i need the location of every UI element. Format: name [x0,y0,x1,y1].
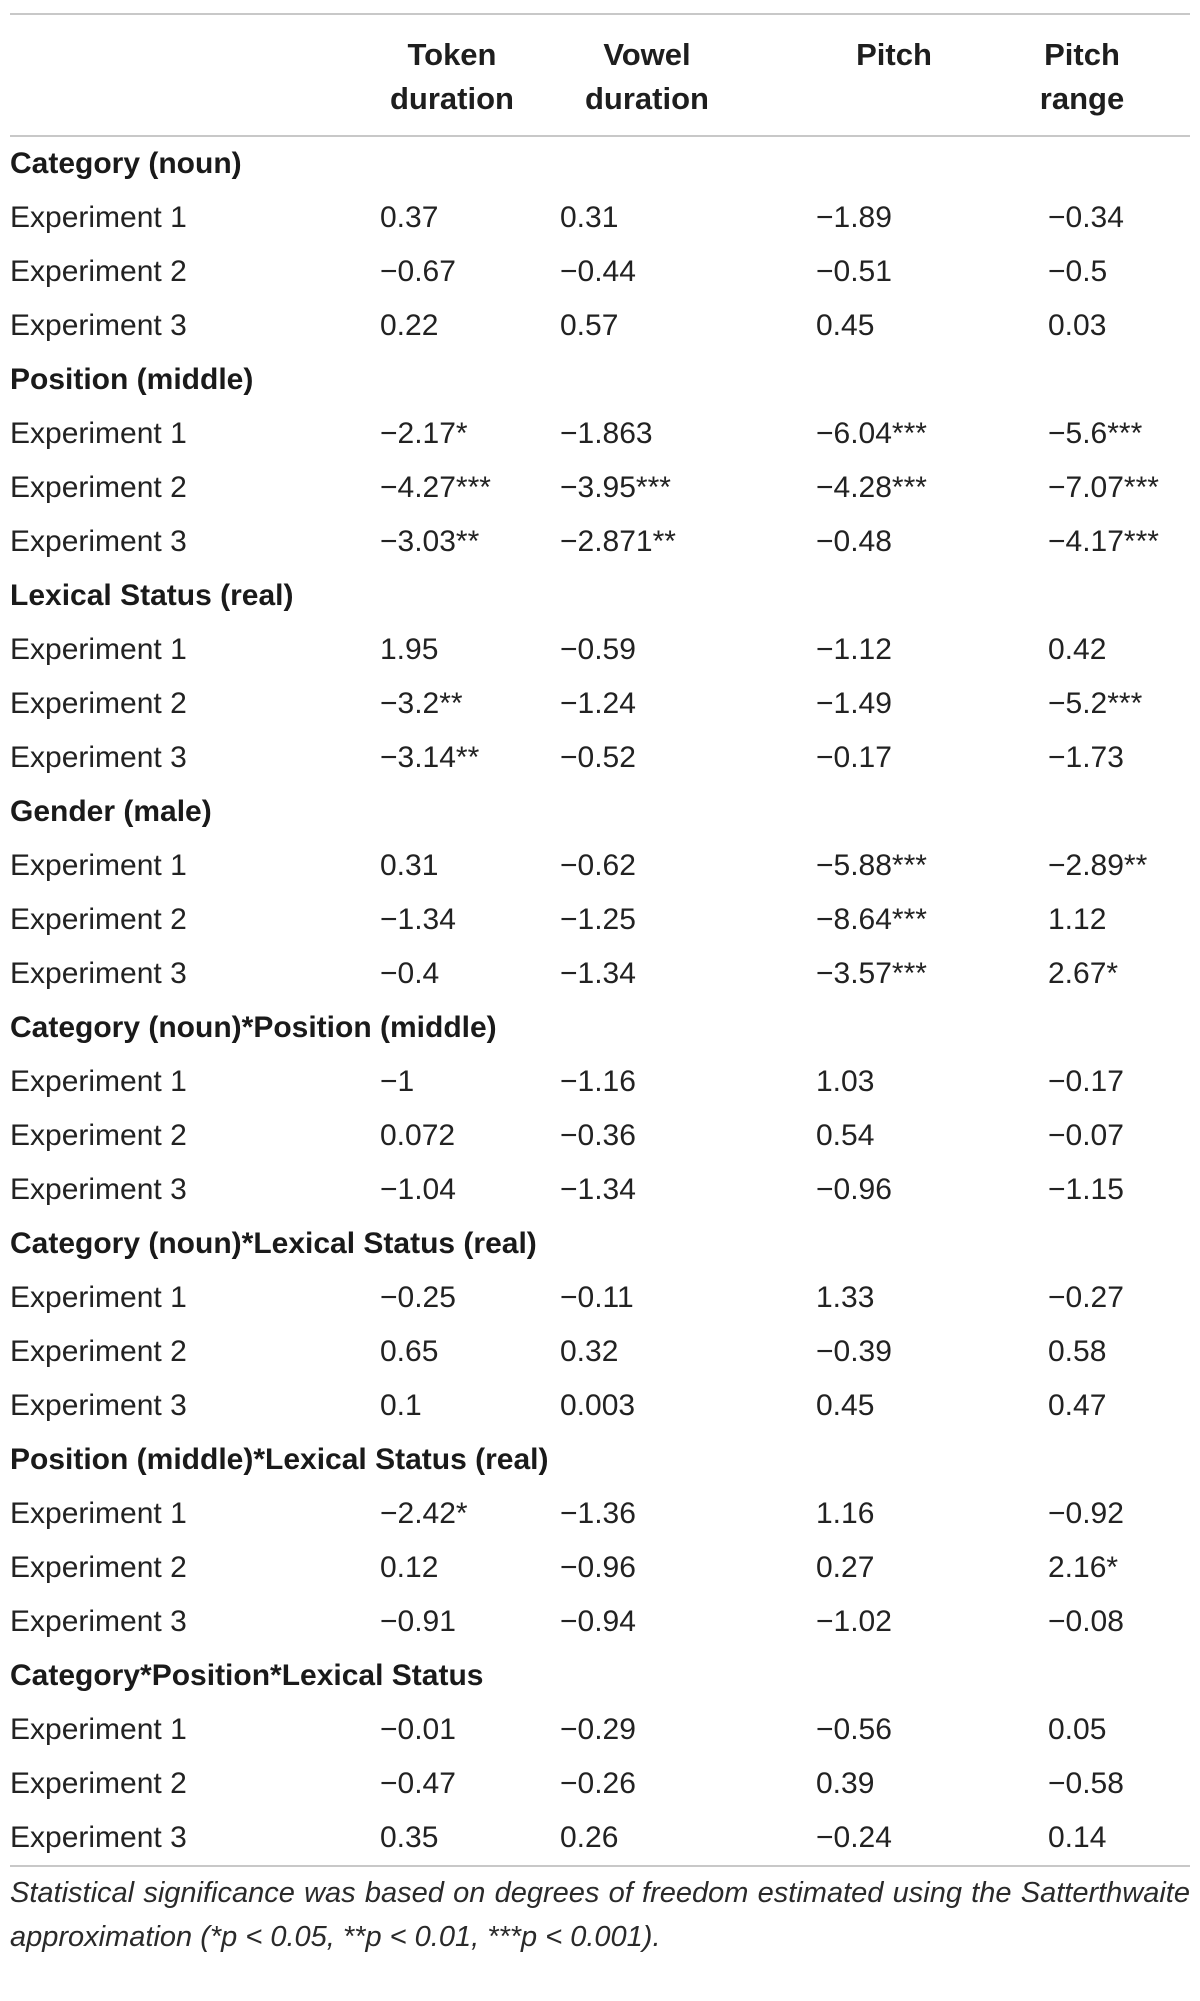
cell-value: −6.04*** [816,417,927,450]
cell-range [1004,1325,1190,1379]
cell-value: −1.25 [560,903,636,936]
group-header-row [10,1217,1190,1271]
cell-value: 0.05 [1048,1713,1107,1746]
cell-token [344,1487,544,1541]
cell-range [1004,893,1190,947]
table-row [10,515,1190,569]
cell-value: 0.31 [560,201,619,234]
group-label: Category (noun)*Position (middle) [10,1011,497,1044]
cell-value: −1.34 [380,903,456,936]
cell-value: −1.89 [816,201,892,234]
cell-pitch [804,407,1004,461]
cell-pitch [804,1811,1004,1865]
table-row [10,299,1190,353]
cell-pitch [804,1109,1004,1163]
cell-value: −1 [380,1065,415,1098]
row-label: Experiment 3 [10,309,187,342]
cell-value: −3.95*** [560,471,671,504]
cell-value: −0.52 [560,741,636,774]
cell-value: 0.65 [380,1335,439,1368]
table-row [10,623,1190,677]
row-label: Experiment 2 [10,255,187,288]
cell-value: 0.37 [380,201,439,234]
table-row [10,677,1190,731]
table-row [10,1595,1190,1649]
cell-value: −1.15 [1048,1173,1124,1206]
cell-vowel [544,299,804,353]
cell-pitch [804,1703,1004,1757]
cell-token [344,1595,544,1649]
cell-vowel [544,1325,804,1379]
group-header-row [10,785,1190,839]
cell-pitch [804,245,1004,299]
cell-vowel [544,1163,804,1217]
cell-value: −1.24 [560,687,636,720]
group-header-row [10,1433,1190,1487]
cell-value: −2.89** [1048,849,1148,882]
row-label: Experiment 3 [10,957,187,990]
cell-vowel [544,515,804,569]
cell-vowel [544,731,804,785]
table-body [10,137,1190,1865]
cell-value: −0.5 [1048,255,1108,288]
row-label: Experiment 2 [10,1551,187,1584]
row-label: Experiment 2 [10,1767,187,1800]
row-label: Experiment 1 [10,633,187,666]
cell-vowel [544,1811,804,1865]
group-header-row [10,353,1190,407]
cell-pitch [804,1325,1004,1379]
cell-range [1004,1595,1190,1649]
row-label: Experiment 1 [10,1497,187,1530]
cell-token [344,839,544,893]
cell-value: −0.51 [816,255,892,288]
cell-value: −1.04 [380,1173,456,1206]
cell-range [1004,191,1190,245]
table-row [10,1109,1190,1163]
cell-value: 0.42 [1048,633,1107,666]
cell-value: −0.62 [560,849,636,882]
cell-pitch [804,623,1004,677]
group-header-row [10,569,1190,623]
cell-token [344,1055,544,1109]
header-pitch-range: Pitch [1044,37,1120,72]
cell-value: −1.49 [816,687,892,720]
cell-token [344,1163,544,1217]
cell-value: −0.59 [560,633,636,666]
cell-value: −2.42* [380,1497,468,1530]
cell-pitch [804,1271,1004,1325]
results-table-container [10,13,1190,1959]
cell-value: −0.11 [560,1281,634,1314]
cell-value: −0.96 [560,1551,636,1584]
cell-pitch [804,893,1004,947]
row-label: Experiment 3 [10,1821,187,1854]
cell-vowel [544,1271,804,1325]
row-label: Experiment 2 [10,687,187,720]
cell-pitch [804,1055,1004,1109]
cell-range [1004,839,1190,893]
cell-token [344,407,544,461]
cell-value: −5.88*** [816,849,927,882]
cell-value: −0.39 [816,1335,892,1368]
row-label: Experiment 2 [10,1119,187,1152]
cell-value: −0.94 [560,1605,636,1638]
cell-value: 1.95 [380,633,439,666]
cell-value: −0.48 [816,525,892,558]
group-label: Position (middle)*Lexical Status (real) [10,1443,549,1476]
cell-vowel [544,1703,804,1757]
table-row [10,731,1190,785]
cell-value: 0.47 [1048,1389,1107,1422]
cell-range [1004,623,1190,677]
table-row [10,1271,1190,1325]
cell-value: −0.07 [1048,1119,1124,1152]
group-label: Category*Position*Lexical Status [10,1659,484,1692]
header-vowel-duration: Vowel [603,37,691,72]
cell-pitch [804,461,1004,515]
cell-value: −0.67 [380,255,456,288]
table-header [10,15,1190,137]
cell-token [344,1379,544,1433]
row-label: Experiment 3 [10,525,187,558]
cell-range [1004,1379,1190,1433]
row-label: Experiment 3 [10,1605,187,1638]
cell-range [1004,947,1190,1001]
cell-range [1004,1163,1190,1217]
cell-vowel [544,1109,804,1163]
cell-token [344,731,544,785]
cell-token [344,1541,544,1595]
group-header-row [10,1649,1190,1703]
cell-value: −1.73 [1048,741,1124,774]
cell-pitch [804,515,1004,569]
cell-vowel [544,1595,804,1649]
cell-value: −5.6*** [1048,417,1143,450]
row-label: Experiment 1 [10,1065,187,1098]
cell-token [344,623,544,677]
header-vowel-duration-line2: duration [585,81,709,116]
cell-value: −4.17*** [1048,525,1159,558]
cell-value: −0.92 [1048,1497,1124,1530]
group-label: Category (noun)*Lexical Status (real) [10,1227,537,1260]
cell-value: −0.25 [380,1281,456,1314]
header-pitch: Pitch [856,37,932,72]
cell-value: −7.07*** [1048,471,1159,504]
header-token-duration: Token [407,37,497,72]
cell-value: −0.01 [380,1713,456,1746]
cell-range [1004,1271,1190,1325]
cell-pitch [804,1163,1004,1217]
cell-range [1004,731,1190,785]
cell-range [1004,1811,1190,1865]
cell-value: −0.26 [560,1767,636,1800]
row-label: Experiment 3 [10,1173,187,1206]
cell-token [344,1109,544,1163]
cell-range [1004,1055,1190,1109]
header-pitch-line2 [804,77,1004,135]
cell-value: 0.12 [380,1551,439,1584]
cell-range [1004,1541,1190,1595]
table-row [10,191,1190,245]
cell-value: 0.58 [1048,1335,1107,1368]
cell-value: 0.54 [816,1119,875,1152]
cell-pitch [804,1595,1004,1649]
cell-pitch [804,191,1004,245]
row-label: Experiment 1 [10,417,187,450]
cell-value: −3.2** [380,687,463,720]
row-label: Experiment 1 [10,1713,187,1746]
cell-value: −0.44 [560,255,636,288]
cell-value: 0.03 [1048,309,1107,342]
cell-value: −0.17 [1048,1065,1124,1098]
cell-value: 0.22 [380,309,439,342]
cell-value: −0.27 [1048,1281,1124,1314]
cell-value: −3.03** [380,525,480,558]
cell-range [1004,461,1190,515]
row-label: Experiment 1 [10,849,187,882]
cell-range [1004,245,1190,299]
table-row [10,1379,1190,1433]
cell-value: 0.003 [560,1389,636,1422]
cell-vowel [544,623,804,677]
cell-vowel [544,1541,804,1595]
cell-pitch [804,677,1004,731]
cell-value: −0.91 [380,1605,456,1638]
cell-value: −1.34 [560,957,636,990]
cell-token [344,947,544,1001]
cell-value: −0.4 [380,957,440,990]
cell-value: 0.072 [380,1119,456,1152]
cell-range [1004,299,1190,353]
table-row [10,461,1190,515]
cell-token [344,677,544,731]
cell-vowel [544,1757,804,1811]
cell-range [1004,1487,1190,1541]
cell-value: −1.863 [560,417,653,450]
cell-token [344,461,544,515]
group-label: Position (middle) [10,363,254,396]
cell-value: −1.12 [816,633,892,666]
cell-token [344,1271,544,1325]
cell-value: −5.2*** [1048,687,1143,720]
cell-value: 0.1 [380,1389,422,1422]
cell-vowel [544,1379,804,1433]
cell-pitch [804,1487,1004,1541]
cell-value: 1.12 [1048,903,1107,936]
cell-value: −2.871** [560,525,676,558]
cell-pitch [804,1379,1004,1433]
row-label: Experiment 2 [10,903,187,936]
cell-vowel [544,839,804,893]
row-label: Experiment 3 [10,741,187,774]
cell-value: −4.28*** [816,471,927,504]
cell-vowel [544,461,804,515]
cell-value: −8.64*** [816,903,927,936]
cell-value: 0.27 [816,1551,875,1584]
cell-value: −1.16 [560,1065,636,1098]
cell-value: 0.32 [560,1335,619,1368]
cell-range [1004,677,1190,731]
cell-value: −0.08 [1048,1605,1124,1638]
cell-vowel [544,245,804,299]
table-row [10,1541,1190,1595]
cell-value: 0.35 [380,1821,439,1854]
results-table [10,15,1190,1865]
header-token-duration-line2: duration [390,81,514,116]
table-row [10,1811,1190,1865]
cell-vowel [544,677,804,731]
table-row [10,1163,1190,1217]
cell-value: −0.17 [816,741,892,774]
cell-value: 1.16 [816,1497,875,1530]
cell-range [1004,1703,1190,1757]
group-label: Category (noun) [10,147,242,180]
cell-range [1004,1757,1190,1811]
cell-value: −1.34 [560,1173,636,1206]
cell-range [1004,1109,1190,1163]
header-empty-cell [10,77,344,135]
cell-value: −0.24 [816,1821,892,1854]
table-row [10,893,1190,947]
cell-value: −0.96 [816,1173,892,1206]
cell-value: −1.36 [560,1497,636,1530]
cell-pitch [804,839,1004,893]
table-row [10,1487,1190,1541]
header-empty-cell [10,15,344,77]
cell-value: −1.02 [816,1605,892,1638]
table-row [10,1325,1190,1379]
cell-pitch [804,1541,1004,1595]
cell-token [344,1703,544,1757]
cell-value: −0.58 [1048,1767,1124,1800]
cell-value: 0.31 [380,849,439,882]
cell-value: −0.29 [560,1713,636,1746]
cell-token [344,299,544,353]
cell-value: −3.14** [380,741,480,774]
cell-token [344,893,544,947]
cell-value: −4.27*** [380,471,491,504]
table-row [10,947,1190,1001]
header-pitch-range-line2: range [1039,81,1125,116]
table-footnote: Statistical significance was based on degrees of freedom estimated using the Satterthwaite approximation (*p < 0.05, **p < 0.01, ***p < 0.001). [10,1877,1190,1953]
table-row [10,1757,1190,1811]
row-label: Experiment 1 [10,201,187,234]
cell-vowel [544,407,804,461]
cell-token [344,245,544,299]
cell-value: 0.57 [560,309,619,342]
cell-token [344,1757,544,1811]
cell-value: −3.57*** [816,957,927,990]
cell-token [344,1325,544,1379]
cell-value: 2.67* [1048,957,1119,990]
cell-token [344,191,544,245]
cell-value: 0.26 [560,1821,619,1854]
cell-value: 1.33 [816,1281,875,1314]
cell-value: −2.17* [380,417,468,450]
cell-vowel [544,947,804,1001]
cell-value: 0.45 [816,309,875,342]
cell-pitch [804,1757,1004,1811]
row-label: Experiment 3 [10,1389,187,1422]
cell-vowel [544,1055,804,1109]
cell-value: 0.45 [816,1389,875,1422]
cell-token [344,1811,544,1865]
cell-vowel [544,1487,804,1541]
table-row [10,1703,1190,1757]
table-row [10,1055,1190,1109]
group-label: Lexical Status (real) [10,579,294,612]
cell-pitch [804,299,1004,353]
cell-range [1004,515,1190,569]
cell-pitch [804,947,1004,1001]
table-row [10,839,1190,893]
cell-value: 0.14 [1048,1821,1107,1854]
cell-pitch [804,731,1004,785]
cell-vowel [544,893,804,947]
row-label: Experiment 2 [10,471,187,504]
cell-vowel [544,191,804,245]
cell-token [344,515,544,569]
row-label: Experiment 2 [10,1335,187,1368]
group-header-row [10,137,1190,191]
cell-range [1004,407,1190,461]
cell-value: −0.56 [816,1713,892,1746]
cell-value: 1.03 [816,1065,875,1098]
cell-value: −0.47 [380,1767,456,1800]
group-header-row [10,1001,1190,1055]
cell-value: −0.36 [560,1119,636,1152]
cell-value: −0.34 [1048,201,1124,234]
table-row [10,407,1190,461]
row-label: Experiment 1 [10,1281,187,1314]
group-label: Gender (male) [10,795,212,828]
cell-value: 2.16* [1048,1551,1119,1584]
cell-value: 0.39 [816,1767,875,1800]
table-row [10,245,1190,299]
